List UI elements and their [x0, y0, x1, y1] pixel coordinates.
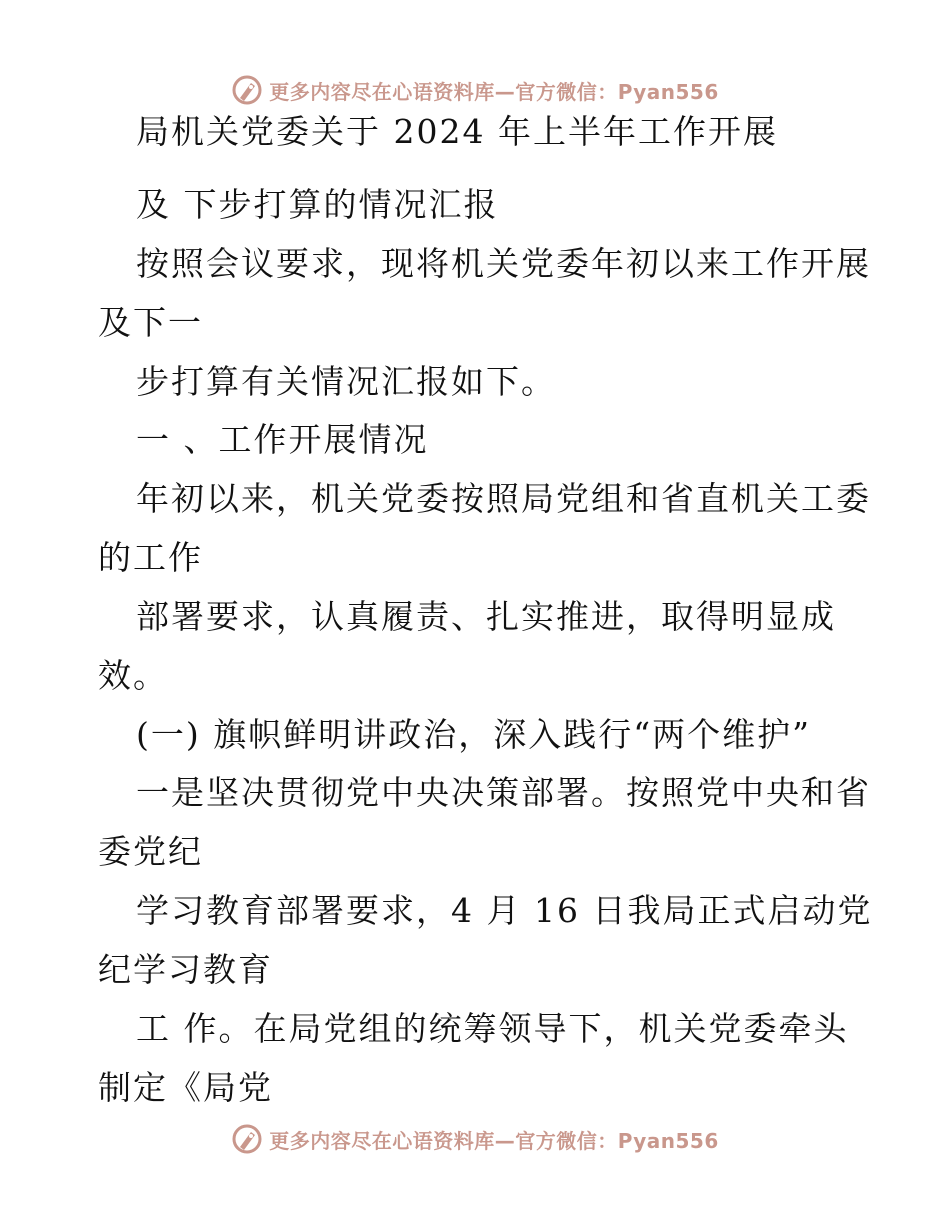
- watermark-text: 更多内容尽在心语资料库—官方微信：Pyan556: [269, 79, 719, 104]
- watermark-text: 更多内容尽在心语资料库—官方微信：Pyan556: [269, 1128, 719, 1153]
- document-title-line-2: 及 下步打算的情况汇报: [136, 185, 499, 224]
- paragraph-line: 制定《局党: [98, 1068, 273, 1107]
- paragraph-line: 工 作。在局党组的统筹领导下，机关党委牵头: [136, 1009, 849, 1048]
- paragraph-line: 步打算有关情况汇报如下。: [136, 362, 556, 401]
- footer-watermark: [0, 1119, 950, 1159]
- paragraph-line: 纪学习教育: [98, 950, 273, 989]
- paragraph-line: 效。: [98, 656, 168, 695]
- paragraph-line: 年初以来，机关党委按照局党组和省直机关工委: [136, 479, 871, 518]
- paragraph-line: 的工作: [98, 538, 203, 577]
- pen-nib-logo-icon: [231, 1123, 263, 1155]
- paragraph-line: 委党纪: [98, 832, 203, 871]
- paragraph-line: 部署要求，认真履责、扎实推进，取得明显成: [136, 597, 836, 636]
- paragraph-line: 一是坚决贯彻党中央决策部署。按照党中央和省: [136, 773, 871, 812]
- section-heading: 一 、工作开展情况: [136, 420, 429, 459]
- document-title-line-1: 局机关党委关于 2024 年上半年工作开展: [136, 112, 778, 151]
- subsection-heading: (一) 旗帜鲜明讲政治，深入践行“两个维护”: [136, 715, 811, 754]
- paragraph-line: 及下一: [98, 303, 203, 342]
- paragraph-line: 学习教育部署要求，4 月 16 日我局正式启动党: [136, 891, 873, 930]
- paragraph-line: 按照会议要求，现将机关党委年初以来工作开展: [136, 244, 871, 283]
